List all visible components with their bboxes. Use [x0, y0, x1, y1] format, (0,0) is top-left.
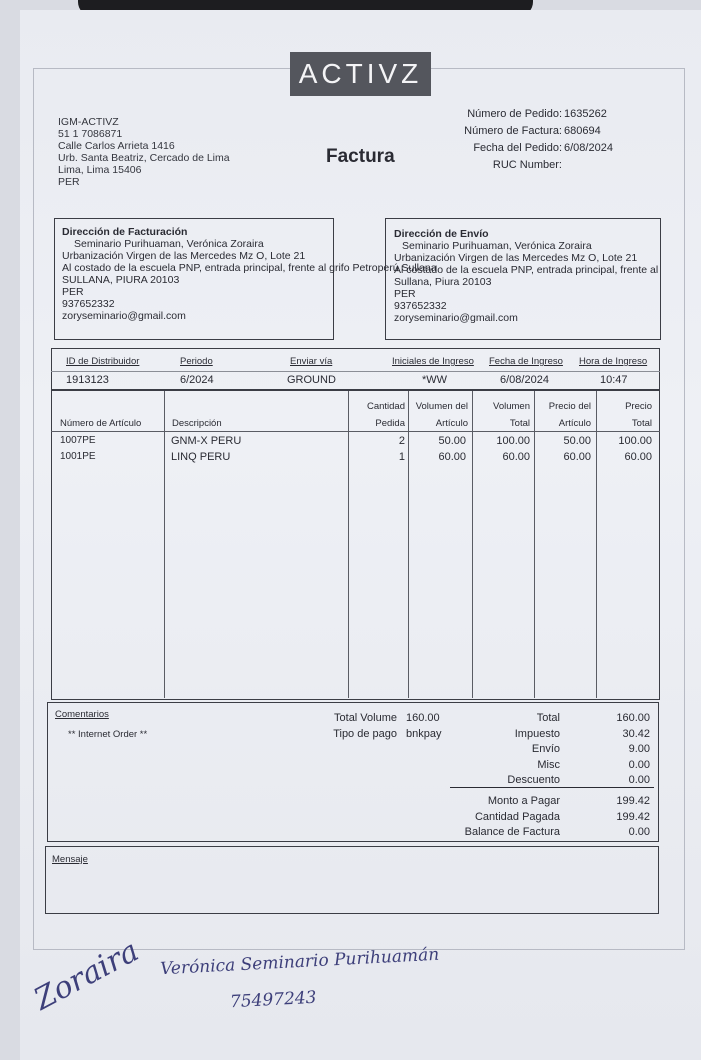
- shipping-line: Sullana, Piura 20103: [394, 276, 492, 288]
- billing-line: Urbanización Virgen de las Mercedes Mz O, Lote 21: [62, 250, 306, 262]
- billing-line: zoryseminario@gmail.com: [62, 310, 186, 322]
- billing-title: Dirección de Facturación: [62, 226, 188, 238]
- item-volume: 50.00: [438, 435, 466, 447]
- item-number: 1001PE: [60, 451, 96, 462]
- tax-amount: 30.42: [622, 727, 650, 740]
- item-total-price: 100.00: [618, 435, 652, 447]
- col-header-item-volume: [410, 401, 468, 430]
- billing-line: PER: [62, 286, 84, 298]
- handwritten-signature: Zoraira: [28, 933, 145, 1018]
- shipping-title: Dirección de Envío: [394, 228, 489, 240]
- handwritten-name: Verónica Seminario Purihuamán: [159, 944, 440, 980]
- item-description: GNM-X PERU: [171, 435, 242, 447]
- col-header-total-price: [598, 401, 652, 430]
- invoice-number: 680694: [564, 125, 601, 137]
- order-info: [440, 106, 630, 174]
- shipping-label: Envío: [531, 743, 560, 755]
- misc-label: Misc: [537, 758, 560, 771]
- totals-divider: [450, 787, 654, 788]
- invoice-number-label: Número de Factura:: [464, 125, 562, 137]
- period: 6/2024: [180, 374, 214, 386]
- shipping-line: zoryseminario@gmail.com: [394, 312, 518, 324]
- company-line: Calle Carlos Arrieta 1416: [58, 140, 175, 152]
- total-volume: 160.00: [406, 712, 440, 724]
- company-line: Lima, Lima 15406: [58, 164, 142, 176]
- shipping-line: PER: [394, 288, 416, 300]
- volume-payment-labels: [300, 710, 397, 742]
- billing-line: Seminario Purihuaman, Verónica Zoraira: [74, 238, 264, 250]
- col-header-line: Pedida: [375, 418, 405, 429]
- amount-paid: 199.42: [616, 810, 650, 823]
- total-label: Total: [536, 712, 560, 724]
- billing-line: SULLANA, PIURA 20103: [62, 274, 180, 286]
- volume-payment-values: [406, 710, 441, 742]
- distributor-id: 1913123: [66, 374, 109, 386]
- ship-via: GROUND: [287, 374, 336, 386]
- col-header-line: Cantidad: [366, 401, 405, 412]
- entry-time: 10:47: [600, 374, 628, 386]
- order-number: 1635262: [564, 108, 607, 120]
- table-row: [51, 451, 660, 467]
- payment-type-label: Tipo de pago: [333, 728, 397, 740]
- order-meta-box: [51, 348, 660, 390]
- col-header-description: Descripción: [172, 418, 222, 429]
- entry-date: 6/08/2024: [500, 374, 549, 386]
- company-line: PER: [58, 176, 80, 188]
- item-description: LINQ PERU: [171, 451, 231, 463]
- company-line: Urb. Santa Beatriz, Cercado de Lima: [58, 152, 230, 164]
- entry-initials: *WW: [422, 374, 448, 386]
- amount-due: 199.42: [616, 795, 650, 807]
- brand-logo: ACTIVZ: [290, 52, 431, 96]
- col-header-line: Artículo: [558, 418, 591, 429]
- item-quantity: 2: [398, 435, 405, 447]
- col-header-quantity: [350, 401, 405, 430]
- period-label: Periodo: [180, 356, 213, 367]
- col-header-line: Artículo: [435, 418, 468, 429]
- col-header-line: Total: [631, 418, 652, 429]
- distributor-label: ID de Distribuidor: [66, 356, 140, 367]
- col-header-line: Volumen del: [415, 401, 468, 412]
- company-address: [58, 116, 230, 188]
- totals-labels: [440, 711, 560, 789]
- totals-values: [590, 711, 650, 789]
- shipping-line: Seminario Purihuaman, Verónica Zoraira: [402, 240, 592, 252]
- billing-address: [62, 226, 437, 322]
- col-header-line: Precio del: [548, 401, 591, 412]
- billing-line: 937652332: [62, 298, 115, 310]
- total-amount: 160.00: [616, 712, 650, 724]
- item-number: 1007PE: [60, 435, 96, 446]
- amount-due-label: Monto a Pagar: [487, 795, 560, 807]
- invoice-balance: 0.00: [628, 826, 650, 838]
- item-total-volume: 100.00: [496, 435, 530, 447]
- item-total-volume: 60.00: [502, 451, 530, 463]
- ship-via-label: Enviar vía: [290, 356, 333, 367]
- payment-labels: [420, 794, 560, 841]
- document-title: Factura: [326, 146, 395, 167]
- discount-label: Descuento: [507, 774, 560, 786]
- handwritten-id: 75497243: [229, 987, 317, 1013]
- item-volume: 60.00: [438, 451, 466, 463]
- shipping-line: Al costado de la escuela PNP, entrada principal, frente al: [394, 264, 659, 276]
- shipping-line: 937652332: [394, 300, 447, 312]
- col-header-line: Total: [509, 418, 530, 429]
- order-date: 6/08/2024: [564, 142, 613, 154]
- shipping-line: Urbanización Virgen de las Mercedes Mz O, Lote 21: [394, 252, 638, 264]
- item-total-price: 60.00: [624, 451, 652, 463]
- col-header-line: Volumen: [493, 401, 530, 412]
- comment-text: ** Internet Order **: [68, 729, 148, 740]
- item-quantity: 1: [398, 451, 405, 463]
- order-number-label: Número de Pedido:: [467, 108, 562, 120]
- billing-line: Al costado de la escuela PNP, entrada principal, frente al grifo Petroperú Sullana: [62, 262, 437, 274]
- order-date-label: Fecha del Pedido:: [473, 142, 562, 154]
- item-price: 60.00: [563, 451, 591, 463]
- amount-paid-label: Cantidad Pagada: [474, 810, 560, 823]
- shipping-amount: 9.00: [628, 743, 650, 755]
- table-row: [51, 435, 660, 451]
- col-header-total-volume: [474, 401, 530, 430]
- total-volume-label: Total Volume: [334, 712, 397, 724]
- entry-time-label: Hora de Ingreso: [579, 356, 648, 367]
- payment-type: bnkpay: [406, 728, 442, 740]
- col-header-item-price: [536, 401, 591, 430]
- items-header-divider: [51, 431, 660, 432]
- payment-values: [590, 794, 650, 841]
- message-box: [45, 846, 659, 914]
- entry-initials-label: Iniciales de Ingreso: [392, 356, 474, 367]
- ruc-label: RUC Number:: [492, 159, 562, 171]
- discount-amount: 0.00: [628, 774, 650, 786]
- company-line: 51 1 7086871: [58, 128, 123, 140]
- tax-label: Impuesto: [514, 727, 560, 740]
- meta-divider: [51, 371, 660, 372]
- item-price: 50.00: [563, 435, 591, 447]
- misc-amount: 0.00: [628, 758, 650, 771]
- company-line: IGM-ACTIVZ: [58, 116, 119, 128]
- message-label: Mensaje: [52, 854, 88, 865]
- invoice-balance-label: Balance de Factura: [464, 826, 560, 838]
- entry-date-label: Fecha de Ingreso: [489, 356, 563, 367]
- col-header-line: Precio: [625, 401, 652, 412]
- col-header-item-number: Número de Artículo: [60, 418, 142, 429]
- comments-label: Comentarios: [55, 709, 109, 720]
- shipping-address: [394, 228, 694, 324]
- items-body: [51, 435, 660, 467]
